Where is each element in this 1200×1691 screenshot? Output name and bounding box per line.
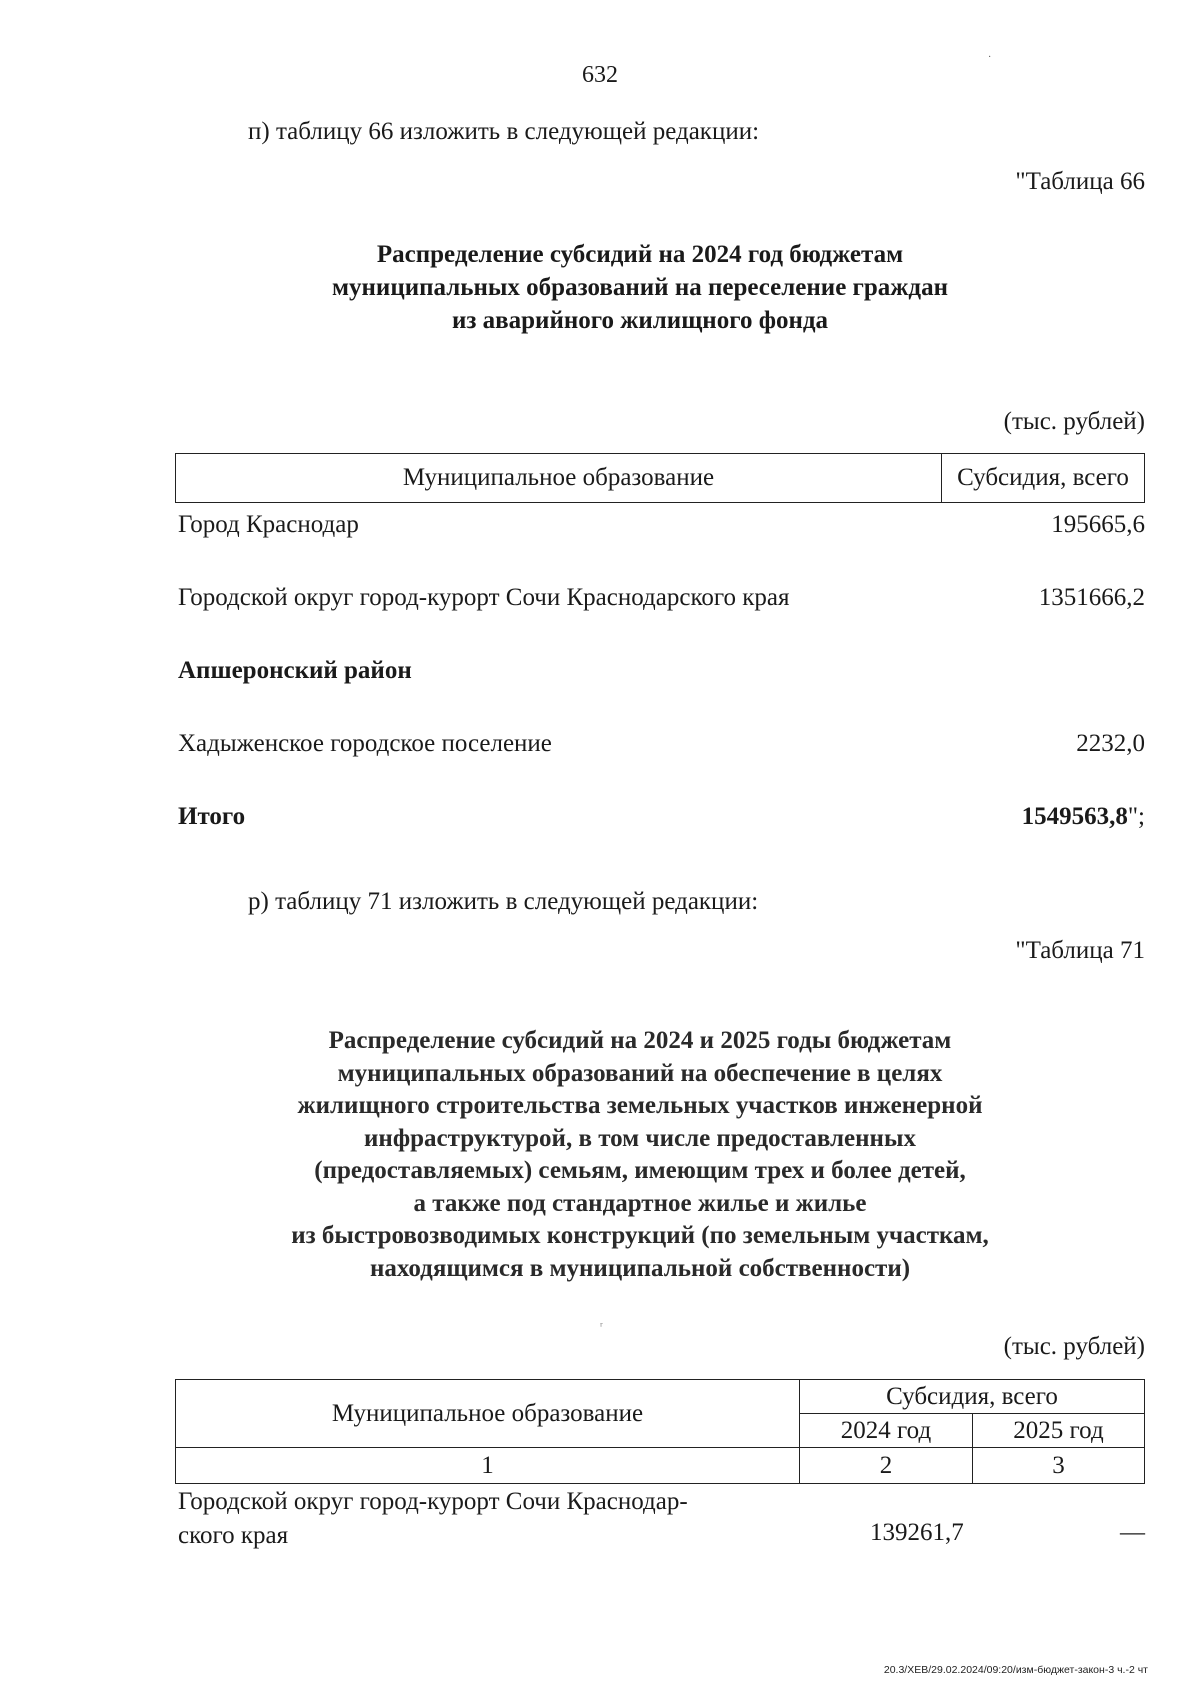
header-municipality: Муниципальное образование bbox=[176, 1380, 800, 1448]
row-name bbox=[178, 1485, 688, 1553]
title-line: из быстровозводимых конструкций (по земельным участкам, bbox=[291, 1222, 989, 1249]
table-66-title bbox=[200, 238, 1080, 337]
title-line: (предоставляемых) семьям, имеющим трех и более детей, bbox=[314, 1157, 966, 1184]
row-name: Городской округ город-курорт Сочи Краснодарского края bbox=[178, 584, 790, 611]
row-name-line: ского края bbox=[178, 1522, 289, 1549]
title-line: инфраструктурой, в том числе предоставленных bbox=[364, 1124, 916, 1152]
row-name-line: Городской округ город-курорт Сочи Краснодар- bbox=[178, 1488, 688, 1515]
value-2024: 139261,7 bbox=[870, 1519, 964, 1546]
header-municipality: Муниципальное образование bbox=[176, 454, 942, 502]
total-row bbox=[1022, 803, 1145, 831]
scan-dot: · bbox=[988, 52, 992, 63]
title-line: жилищного строительства земельных участков инженерной bbox=[297, 1092, 983, 1119]
document-footer: 20.3/ХЕВ/29.02.2024/09:20/изм-бюджет-закон-3 ч.-2 чт bbox=[883, 1664, 1148, 1676]
title-line: муниципальных образований на обеспечение в целях bbox=[337, 1059, 943, 1087]
title-line: Распределение субсидий на 2024 и 2025 годы бюджетам bbox=[328, 1027, 952, 1054]
table-66-label: "Таблица 66 bbox=[1015, 168, 1145, 195]
intro-table-66: п) таблицу 66 изложить в следующей редакции: bbox=[248, 118, 760, 145]
row-value: 1351666,2 bbox=[1038, 584, 1145, 611]
total-label: Итого bbox=[178, 803, 246, 830]
title-line: а также под стандартное жилье и жилье bbox=[413, 1189, 867, 1217]
page-number: 632 bbox=[582, 62, 618, 88]
title-line: муниципальных образований на переселение граждан bbox=[331, 274, 948, 301]
header-year-2024: 2024 год bbox=[800, 1414, 973, 1448]
table-66-header bbox=[175, 453, 1145, 503]
row-value: 195665,6 bbox=[1051, 511, 1145, 538]
district-heading: Апшеронский район bbox=[178, 657, 412, 684]
total-suffix: "; bbox=[1127, 803, 1145, 830]
title-line: находящимся в муниципальной собственности) bbox=[369, 1254, 911, 1282]
table-71-label: "Таблица 71 bbox=[1015, 937, 1145, 964]
header-subsidy-total: Субсидия, всего bbox=[800, 1380, 1145, 1414]
column-number: 3 bbox=[973, 1448, 1145, 1484]
header-subsidy-total: Субсидия, всего bbox=[957, 464, 1129, 491]
row-value: 2232,0 bbox=[1076, 730, 1145, 757]
total-value: 1549563,8 bbox=[1021, 803, 1128, 830]
title-line: из аварийного жилищного фонда bbox=[451, 307, 829, 334]
units-label: (тыс. рублей) bbox=[1003, 408, 1145, 435]
row-name: Город Краснодар bbox=[178, 511, 359, 538]
intro-table-71: р) таблицу 71 изложить в следующей редакции: bbox=[248, 888, 759, 915]
column-number: 2 bbox=[800, 1448, 973, 1484]
scan-mark: ʳ bbox=[600, 1319, 603, 1333]
title-line: Распределение субсидий на 2024 год бюджетам bbox=[376, 241, 904, 268]
table-71-title bbox=[200, 1025, 1080, 1285]
column-number: 1 bbox=[176, 1448, 800, 1484]
row-name: Хадыженское городское поселение bbox=[178, 730, 552, 757]
value-2025: — bbox=[1120, 1519, 1145, 1546]
header-year-2025: 2025 год bbox=[973, 1414, 1145, 1448]
units-label: (тыс. рублей) bbox=[1003, 1333, 1145, 1360]
table-71-header bbox=[175, 1379, 1145, 1484]
